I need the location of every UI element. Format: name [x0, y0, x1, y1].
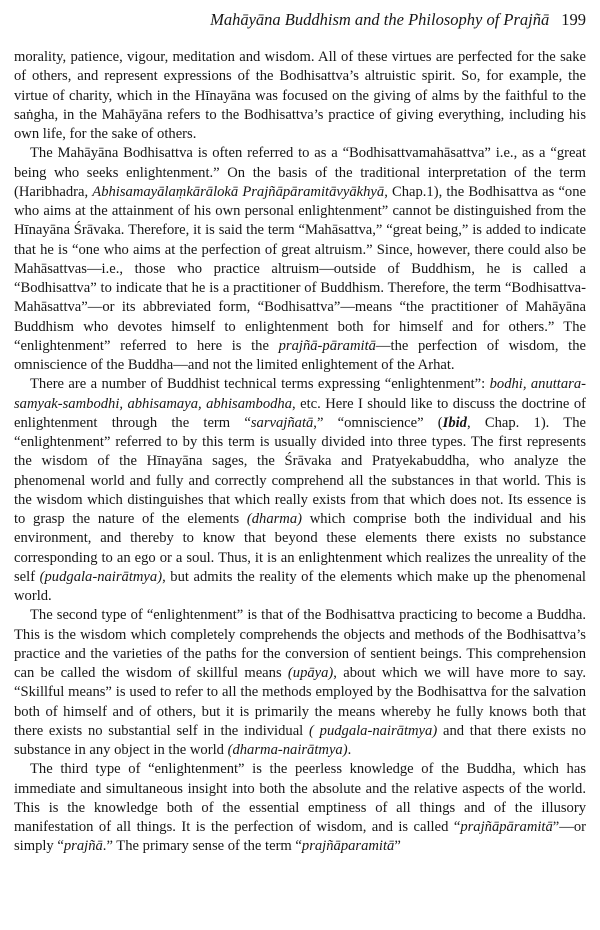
book-page [14, 0, 586, 930]
page-header [210, 10, 586, 32]
paragraph: There are a number of Buddhist technical terms expressing “enlightenment”: bodhi, anuttara-samyak-sambodhi, abhisamaya, abhisambodha, etc. Here I should like to discuss the doctrine of enlightenment through the term “sarvajñatā,” “omniscience” (Ibid, Chap. 1). The “enlightenment” referred to by this term is usually divided into three types. The first represents the wisdom of the Hīnayāna sages, the Śrāvaka and Pratyekabuddha, who analyze the phenomenal world and fully and correctly comprehend all the substances in that world. This is the wisdom which distinguishes that which really exists from that which does not. Its essence is to grasp the nature of the elements (dharma) which comprise both the individual and his environment, and thereby to know that beyond these elements there exists no substance corresponding to an ego or a soul. Thus, it is an enlightenment which realizes the unreality of the self (pudgala-nairātmya), but admits the reality of the elements which make up the phenomenal world. [14, 376, 586, 604]
paragraph: The third type of “enlightenment” is the peerless knowledge of the Buddha, which has immediate and simultaneous insight into both the absolute and the relative aspects of the world. This is the knowledge both of the essential emptiness of all things and of the illusory manifestation of all things. It is the perfection of wisdom, and is called “prajñāpāramitā”—or simply “prajñā.” The primary sense of the term “prajñāparamitā” [14, 761, 586, 855]
paragraph: The Mahāyāna Bodhisattva is often referred to as a “Bodhisattvamahāsattva” i.e., as a “great being who seeks enlightenment.” On the basis of the traditional interpretation of the term (Haribhadra, Abhisamayālaṃkārālokā Prajñāpāramitāvyākhyā, Chap.1), the Bodhisattva as “one who aims at the attainment of his own personal enlightenment” cannot be distinguished from the Hīnayāna Śrāvaka. Therefore, it is said the term “Mahāsattva,” “great being,” is added to indicate that he is “one who aims at the perfection of great altruism.” Since, however, there could also be Mahāsattvas—i.e., those who practice altruism—outside of Buddhism, he is called a “Bodhisattva” to indicate that he is a practitioner of Buddhism. Therefore, the term “Bodhisattva-Mahāsattva”—or its abbreviated form, “Bodhisattva”—means “the practitioner of Mahāyāna Buddhism who devotes himself to enlightenment both for himself and for others.” The “enlightenment” referred to here is the prajñā-pāramitā—the perfection of wisdom, the omniscience of the Buddha—and not the limited enlightement of the Arhat. [14, 145, 587, 373]
running-title: Mahāyāna Buddhism and the Philosophy of Prajñā [210, 10, 550, 29]
page-number: 199 [561, 10, 586, 29]
paragraph: The second type of “enlightenment” is that of the Bodhisattva practicing to become a Buddha. This is the wisdom which completely comprehends the objects and methods of the Bodhisattva’s practice and the varieties of the paths for the conversion of sentient beings. This comprehension can be called the wisdom of skillful means (upāya), about which we will have more to say. “Skillful means” is used to refer to all the methods employed by the Bodhisattva for the salvation both of himself and of others, but it is primarily the means whereby he fully knows both that there exists no substantial self in the individual ( pudgala-nairātmya) and that there exists no substance in any object in the world (dharma-nairātmya). [14, 607, 587, 758]
paragraph: morality, patience, vigour, meditation and wisdom. All of these virtues are perfected for the sake of others, and represent expressions of the Bodhisattva’s altruistic spirit. So, for example, the virtue of charity, which in the Hīnayāna was focused on the giving of alms by the faithful to the saṅgha, in the Mahāyāna refers to the Bodhisattva’s practice of giving everything, including his own life, for the sake of others. [14, 49, 586, 142]
body-text [14, 48, 586, 857]
